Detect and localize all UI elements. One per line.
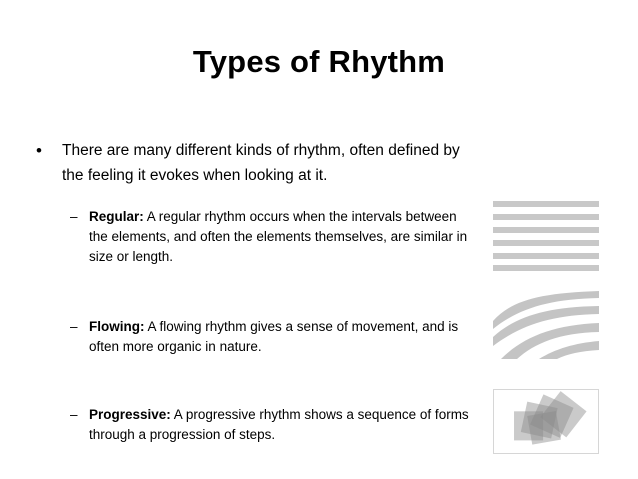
stripe [493, 253, 599, 259]
stripe [493, 201, 599, 207]
dash-marker: – [70, 407, 78, 422]
subitem-body [89, 405, 469, 445]
slide-title: Types of Rhythm [192, 44, 446, 79]
subitem-body [89, 207, 469, 267]
dash-marker: – [70, 319, 78, 334]
subitem-body [89, 317, 469, 357]
flowing-rhythm-image [493, 291, 599, 359]
bullet-text: There are many different kinds of rhythm, often defined by the feeling it evokes when looking at it. [62, 142, 460, 184]
subitem-text: A regular rhythm occurs when the intervals between the elements, and often the elements themselves, are similar in size or length. [89, 209, 468, 264]
subitem-label: Flowing: [89, 319, 145, 334]
subitem-text: A progressive rhythm shows a sequence of forms through a progression of steps. [89, 407, 469, 442]
stripe [493, 240, 599, 246]
bullet-marker: • [36, 141, 42, 160]
stripe [493, 265, 599, 271]
stripe [493, 214, 599, 220]
subitem-label: Progressive: [89, 407, 171, 422]
progressive-rhythm-image [493, 389, 599, 454]
subitem-label: Regular: [89, 209, 144, 224]
subitem-text: A flowing rhythm gives a sense of movement, and is often more organic in nature. [89, 319, 459, 354]
wave [539, 341, 599, 359]
dash-marker: – [70, 209, 78, 224]
square [527, 411, 561, 445]
stripe [493, 227, 599, 233]
regular-rhythm-image [493, 201, 599, 271]
